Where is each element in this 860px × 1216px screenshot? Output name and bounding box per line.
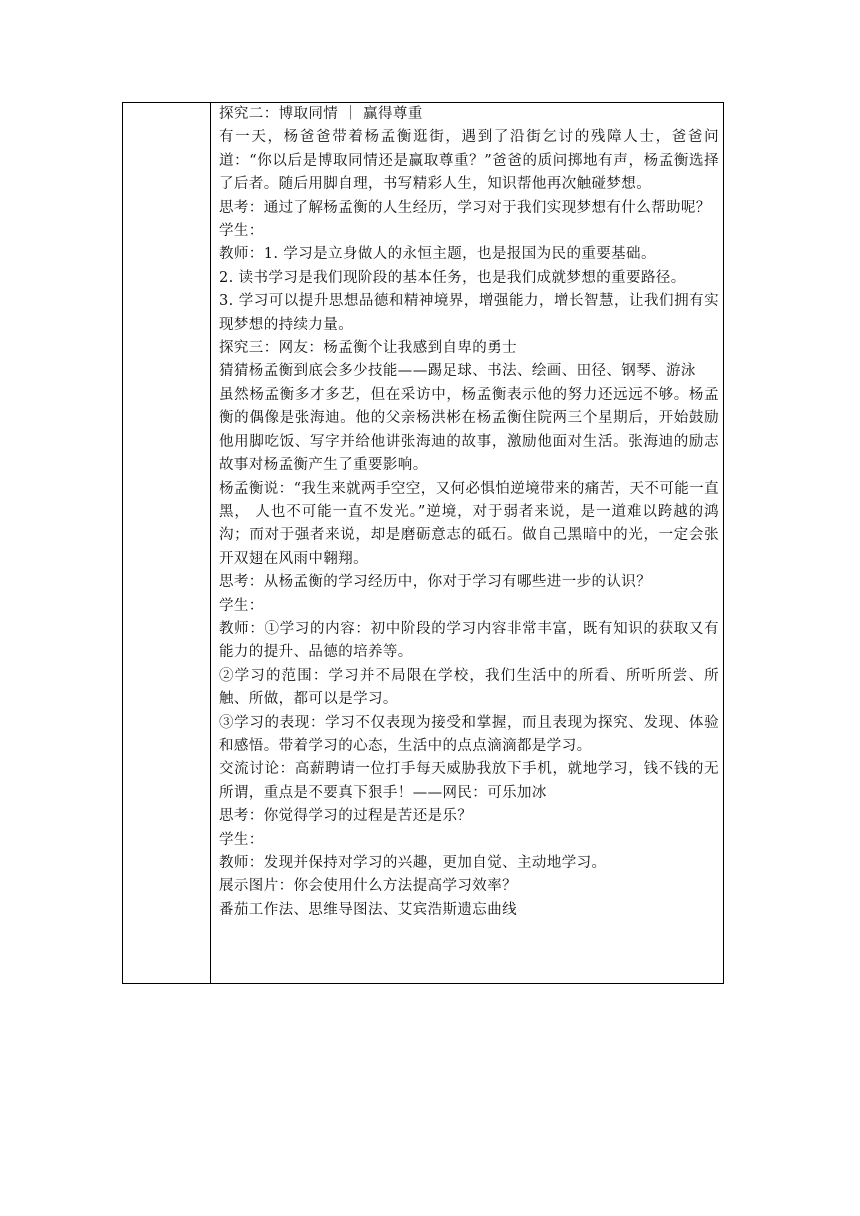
- student-line: 学生：: [219, 223, 264, 240]
- section-heading-explore-3: 探究三：网友：杨孟衡个让我感到自卑的勇士: [219, 340, 517, 357]
- section-heading-explore-2: 探究二：博取同情 ｜ 赢得尊重: [219, 106, 423, 122]
- interview-paragraph: 虽然杨孟衡多才多艺，但在采访中，杨孟衡表示他的努力还远远不够。杨孟衡的偶像是张海迪。他的父亲杨洪彬在杨孟衡住院两三个星期后，开始鼓励他用脚吃饭、写字并给他讲张海迪的故事，激励他面对生活。张海迪的励志故事对杨孟衡产生了重要影响。: [219, 386, 719, 474]
- question-paragraph: 思考：你觉得学习的过程是苦还是乐？: [219, 808, 473, 825]
- teacher-learning-forms: ③学习的表现：学习不仅表现为接受和掌握，而且表现为探究、发现、体验和感悟。带着学习的心态，生活中的点点滴滴都是学习。: [219, 714, 719, 754]
- student-line: 学生：: [219, 831, 264, 848]
- discussion-paragraph: 交流讨论：高薪聘请一位打手每天威胁我放下手机，就地学习，钱不钱的无所谓，重点是不要真下狠手！——网民：可乐加冰: [219, 761, 719, 801]
- teacher-point-2: 2. 读书学习是我们现阶段的基本任务，也是我们成就梦想的重要路径。: [219, 269, 686, 286]
- image-prompt: 展示图片：你会使用什么方法提高学习效率？: [219, 878, 517, 895]
- teacher-point-1: 教师：1. 学习是立身做人的永恒主题，也是报国为民的重要基础。: [219, 246, 656, 263]
- lesson-table: [122, 102, 724, 984]
- teacher-point-3: 3. 学习可以提升思想品德和精神境界，增强能力，增长智慧，让我们拥有实现梦想的持续力量。: [219, 293, 719, 333]
- table-content-cell: [219, 103, 719, 922]
- question-paragraph: 思考：通过了解杨孟衡的人生经历，学习对于我们实现梦想有什么帮助呢？: [219, 199, 711, 216]
- methods-list: 番茄工作法、思维导图法、艾宾浩斯遗忘曲线: [219, 901, 517, 918]
- teacher-summary: 教师：发现并保持对学习的兴趣，更加自觉、主动地学习。: [219, 855, 607, 871]
- student-line: 学生：: [219, 597, 264, 614]
- teacher-learning-scope: ②学习的范围：学习并不局限在学校，我们生活中的所看、所听所尝、所触、所做，都可以是学习。: [219, 667, 719, 708]
- skills-paragraph: 猜猜杨孟衡到底会多少技能——踢足球、书法、绘画、田径、钢琴、游泳: [219, 363, 696, 380]
- question-paragraph: 思考：从杨孟衡的学习经历中，你对于学习有哪些进一步的认识？: [219, 574, 652, 591]
- table-left-column: [123, 103, 211, 983]
- teacher-learning-content: 教师：①学习的内容：初中阶段的学习内容非常丰富，既有知识的获取又有能力的提升、品德的培养等。: [219, 620, 719, 661]
- quote-paragraph: 杨孟衡说：“我生来就两手空空，又何必惧怕逆境带来的痛苦，天不可能一直黑， 人也不可能一直不发光。”逆境，对于弱者来说，是一道难以跨越的鸿沟；而对于强者来说，却是磨砺意志的砥石。做自己黑暗中的光，一定会张开双翅在风雨中翱翔。: [219, 480, 719, 567]
- story-paragraph: 有一天，杨爸爸带着杨孟衡逛街，遇到了沿街乞讨的残障人士，爸爸问道：“你以后是博取同情还是赢取尊重？”爸爸的质问掷地有声，杨孟衡选择了后者。随后用脚自理，书写精彩人生，知识帮他再次触碰梦想。: [219, 129, 719, 193]
